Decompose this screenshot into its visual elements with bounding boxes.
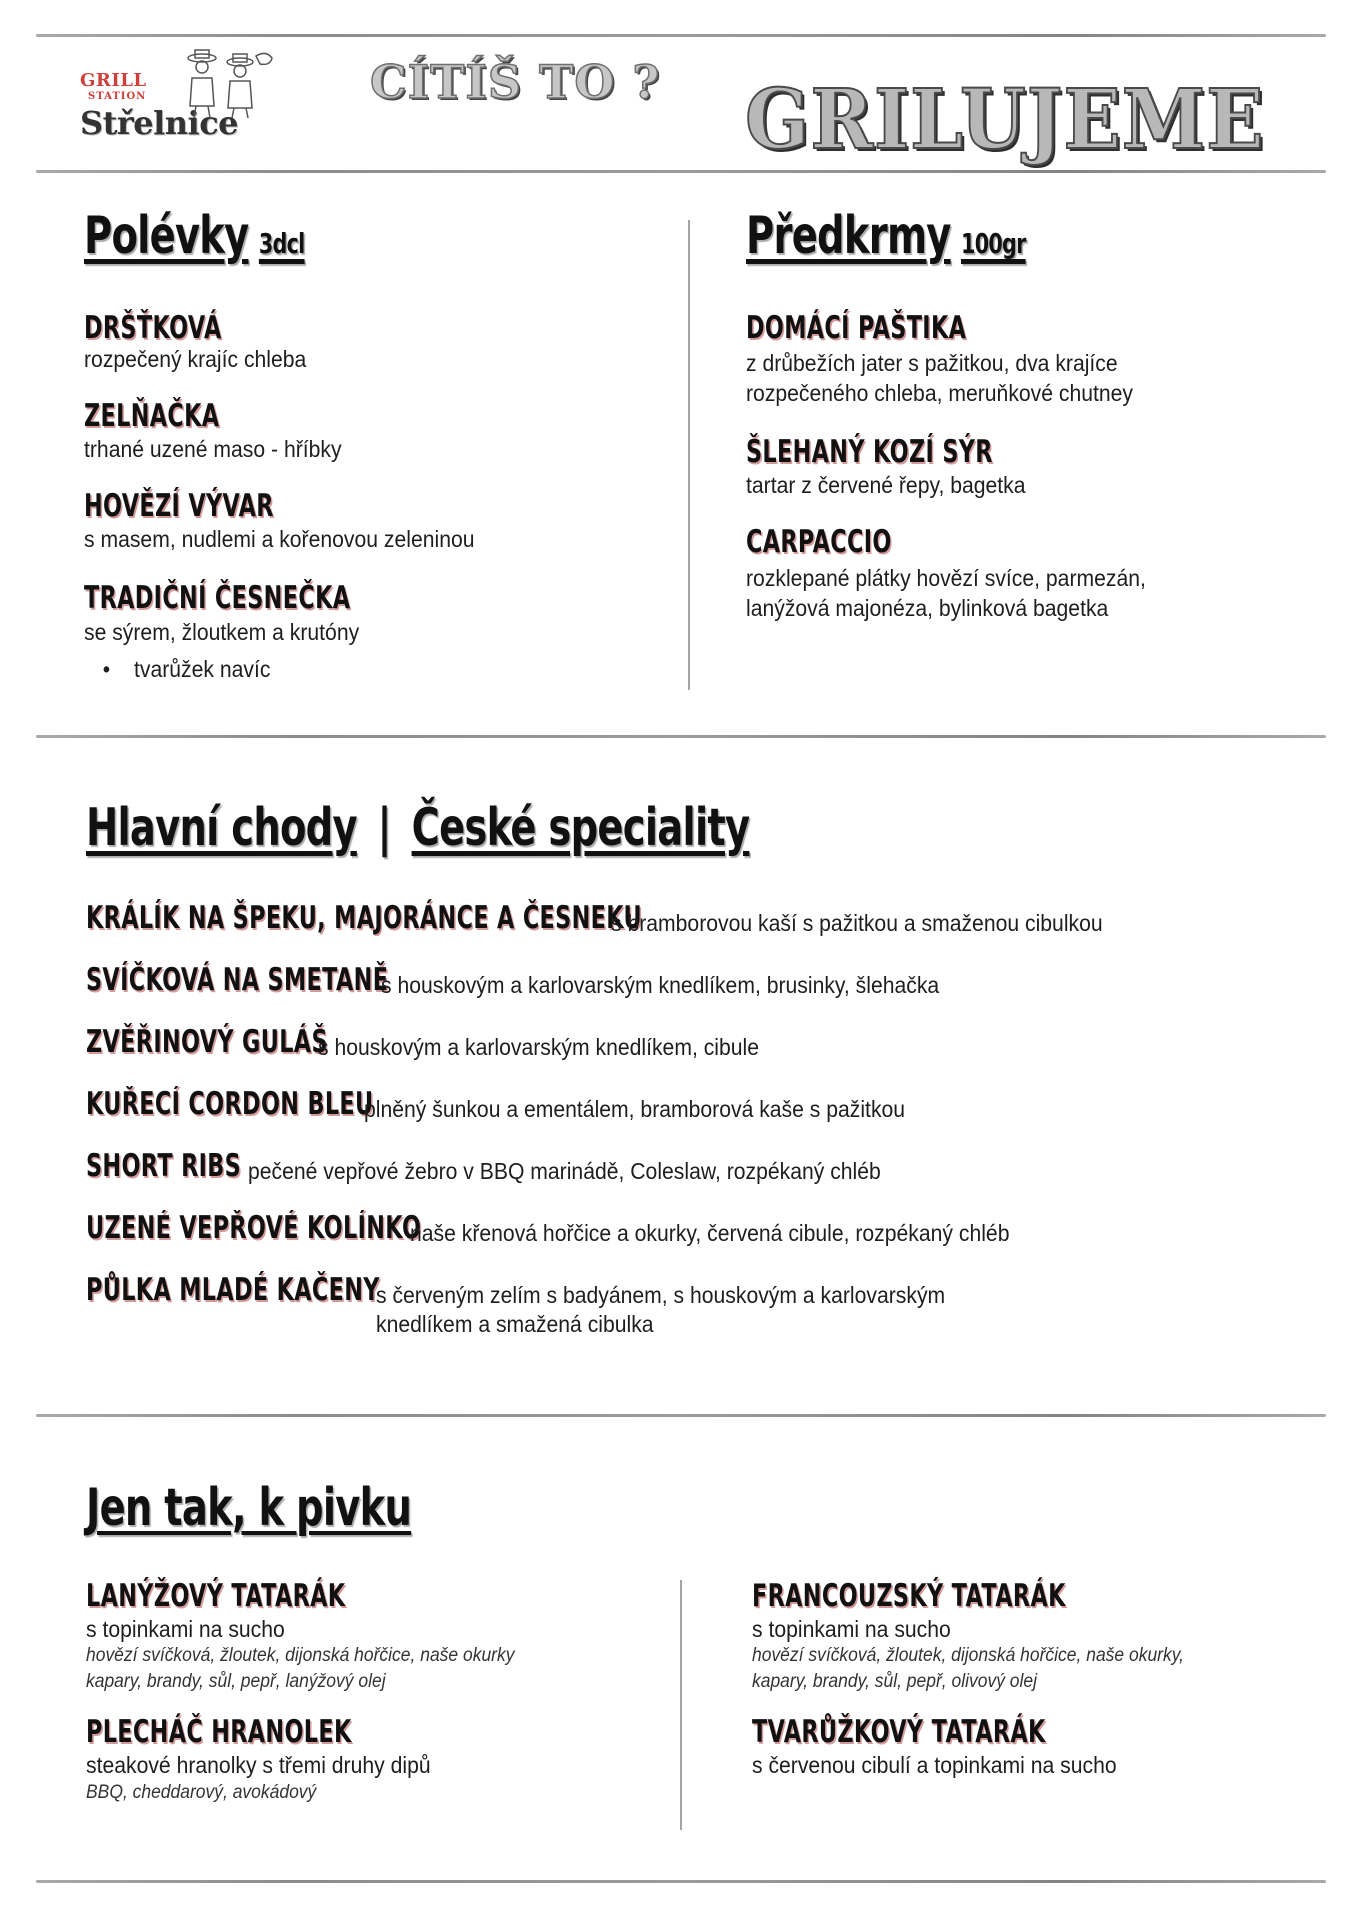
soups-title-text: Polévky (84, 206, 249, 266)
soup-name: DRŠŤKOVÁ (84, 310, 222, 346)
main-name: ZVĚŘINOVÝ GULÁŠ (86, 1024, 328, 1060)
main-name: PŮLKA MLADÉ KAČENY (86, 1272, 380, 1308)
soup-desc: rozpečený krajíc chleba (84, 346, 307, 372)
beer-item-name: LANÝŽOVÝ TATARÁK (86, 1578, 346, 1614)
beer-title-text: Jen tak, k pivku (86, 1478, 412, 1538)
starter-desc: z drůbežích jater s pažitkou, dva krajíce (746, 350, 1118, 376)
cowboys-illustration-icon (178, 48, 274, 118)
mains-title (86, 798, 749, 858)
main-desc: s bramborovou kaší s pažitkou a smaženou cibulkou (611, 910, 1103, 936)
logo (78, 48, 274, 158)
soups-unit: 3dcl (258, 227, 305, 260)
main-name: SVÍČKOVÁ NA SMETANĚ (86, 962, 389, 998)
main-name: UZENÉ VEPŘOVÉ KOLÍNKO (86, 1210, 422, 1246)
beer-item-note: hovězí svíčková, žloutek, dijonská hořčice, naše okurky, (752, 1645, 1185, 1666)
tagline: CÍTÍŠ TO ? (370, 55, 661, 109)
starter-name: CARPACCIO (746, 524, 892, 560)
soup-name: ZELŇAČKA (84, 398, 220, 434)
main-desc: plněný šunkou a ementálem, bramborová kaše s pažitkou (364, 1096, 906, 1122)
beer-item-note: kapary, brandy, sůl, pepř, lanýžový olej (86, 1671, 386, 1692)
starter-desc: rozpečeného chleba, meruňkové chutney (746, 380, 1134, 406)
beer-item-desc: steakové hranolky s třemi druhy dipů (86, 1752, 431, 1778)
starter-name: ŠLEHANÝ KOZÍ SÝR (746, 434, 993, 470)
main-desc: s houskovým a karlovarským knedlíkem, brusinky, šlehačka (381, 972, 940, 998)
soup-name: TRADIČNÍ ČESNEČKA (84, 580, 351, 616)
beer-item-note: BBQ, cheddarový, avokádový (86, 1782, 317, 1803)
beer-item-name: FRANCOUZSKÝ TATARÁK (752, 1578, 1066, 1614)
headline: GRILUJEME (745, 72, 1265, 168)
logo-station-text: STATION (88, 91, 147, 102)
beer-item-note: hovězí svíčková, žloutek, dijonská hořčice, naše okurky (86, 1645, 515, 1666)
soup-desc: se sýrem, žloutkem a krutóny (84, 619, 360, 645)
main-name: KUŘECÍ CORDON BLEU (86, 1086, 374, 1122)
header-divider (36, 170, 1326, 173)
starter-desc: rozklepané plátky hovězí svíce, parmezán, (746, 565, 1146, 591)
soup-desc: s masem, nudlemi a kořenovou zeleninou (84, 526, 475, 552)
starters-unit: 100gr (961, 227, 1026, 260)
beer-item-name: PLECHÁČ HRANOLEK (86, 1714, 352, 1750)
starters-title (746, 206, 1026, 266)
starter-desc: tartar z červené řepy, bagetka (746, 472, 1026, 498)
beer-item-desc: s topinkami na sucho (752, 1616, 951, 1642)
main-name: KRÁLÍK NA ŠPEKU, MAJORÁNCE A ČESNEKU (86, 900, 642, 936)
main-desc: pečené vepřové žebro v BBQ marinádě, Coleslaw, rozpékaný chléb (248, 1158, 881, 1184)
main-name: SHORT RIBS (86, 1148, 242, 1184)
mains-divider (36, 1414, 1326, 1417)
soups-title (84, 206, 305, 266)
top-column-divider (688, 220, 690, 690)
bottom-divider (36, 1880, 1326, 1883)
starters-title-text: Předkrmy (746, 206, 951, 266)
soup-extra-bullet: • tvarůžek navíc (134, 656, 270, 683)
beer-item-desc: s červenou cibulí a topinkami na sucho (752, 1752, 1117, 1778)
mains-title-1: Hlavní chody (86, 798, 357, 858)
mains-title-separator: | (377, 798, 391, 858)
logo-grill-text: GRILL (80, 70, 147, 91)
top-divider (36, 34, 1326, 37)
soup-name: HOVĚZÍ VÝVAR (84, 488, 274, 524)
main-desc: naše křenová hořčice a okurky, červená cibule, rozpékaný chléb (410, 1220, 1010, 1246)
mains-title-2: České speciality (411, 798, 750, 858)
beer-title (86, 1478, 411, 1538)
logo-name-text: Střelnice (80, 104, 239, 142)
main-desc: s červeným zelím s badyánem, s houskovým a karlovarským (376, 1282, 946, 1308)
starter-name: DOMÁCÍ PAŠTIKA (746, 310, 967, 346)
beer-item-name: TVARŮŽKOVÝ TATARÁK (752, 1714, 1046, 1750)
starter-desc: lanýžová majonéza, bylinková bagetka (746, 595, 1109, 621)
soups-divider (36, 735, 1326, 738)
beer-item-note: kapary, brandy, sůl, pepř, olivový olej (752, 1671, 1037, 1692)
main-desc: knedlíkem a smažená cibulka (376, 1311, 654, 1337)
bottom-column-divider (680, 1580, 682, 1830)
beer-item-desc: s topinkami na sucho (86, 1616, 285, 1642)
soup-desc: trhané uzené maso - hříbky (84, 436, 342, 462)
main-desc: s houskovým a karlovarským knedlíkem, cibule (318, 1034, 759, 1060)
